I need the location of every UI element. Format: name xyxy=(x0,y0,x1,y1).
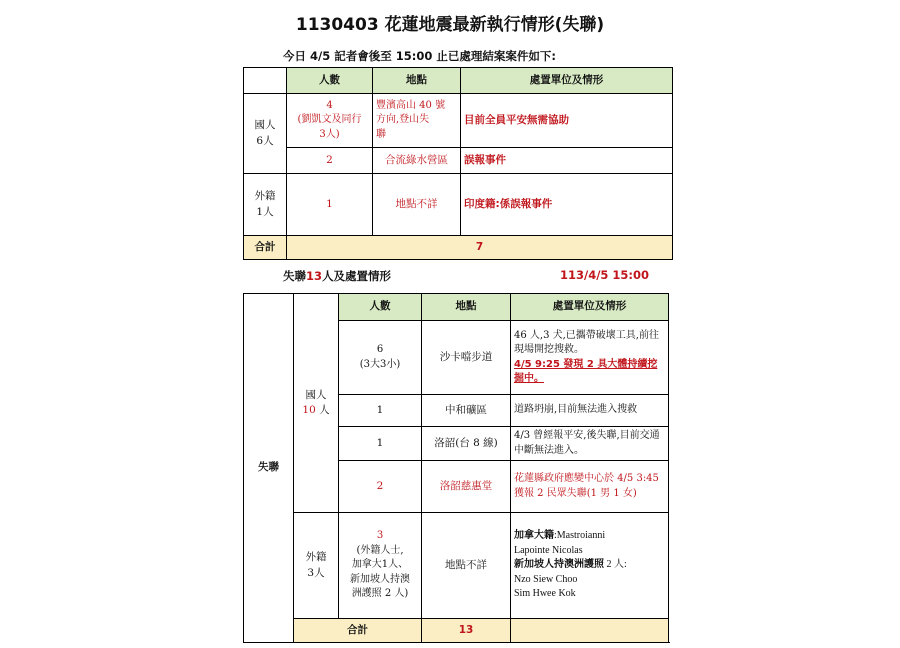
row-location: 地點不詳 xyxy=(422,513,511,619)
foreign-count-detail: (外籍人士, 加拿大1人、 新加坡人持澳 洲護照 2 人) xyxy=(350,544,410,600)
header-status: 處置單位及情形 xyxy=(461,68,673,94)
row-count: 2 xyxy=(339,461,422,513)
foreign-count: 3 xyxy=(376,530,384,542)
row-status: 道路坍崩,目前無法進入搜救 xyxy=(511,395,669,427)
row-location: 合流綠水營區 xyxy=(373,148,461,174)
subtitle-prefix: 失聯 xyxy=(283,269,306,283)
row-location: 中和礦區 xyxy=(422,395,511,427)
status-emphasis: 4/5 9:25 發現 2 具大體持續挖掘中。 xyxy=(514,358,658,384)
corner-cell xyxy=(244,68,287,94)
subtitle-suffix: 人及處置情形 xyxy=(322,269,392,283)
row-location: 洛韶慈惠堂 xyxy=(422,461,511,513)
total-value: 13 xyxy=(422,619,511,643)
row-status: 目前全員平安無需協助 xyxy=(461,94,673,148)
domestic-label: 國人 6人 xyxy=(244,94,287,174)
row-count: 1 xyxy=(339,427,422,461)
header-count: 人數 xyxy=(339,294,422,321)
foreign-label: 外籍 1人 xyxy=(244,174,287,236)
row-count: 1 xyxy=(287,174,373,236)
domestic-label xyxy=(294,294,339,513)
row-location: 沙卡噹步道 xyxy=(422,321,511,395)
row-status xyxy=(511,513,669,619)
missing-count: 13 xyxy=(306,269,323,283)
row-status: 4/3 曾經報平安,後失聯,目前交通中斷無法進入。 xyxy=(511,427,669,461)
row-status: 花蓮縣政府應變中心於 4/5 3:45 獲報 2 民眾失聯(1 男 1 女) xyxy=(511,461,669,513)
row-location: 豐濱高山 40 號 方向,登山失 聯 xyxy=(373,94,461,148)
row-status: 印度籍:係誤報事件 xyxy=(461,174,673,236)
row-status xyxy=(511,321,669,395)
document-title: 1130403 花蓮地震最新執行情形(失聯) xyxy=(295,15,605,35)
row-count: 2 xyxy=(287,148,373,174)
domestic-label-line1: 國人 xyxy=(305,388,327,401)
total-label: 合計 xyxy=(294,619,422,643)
domestic-label-line2: 10 xyxy=(302,404,316,416)
row-count: 6 (3大3小) xyxy=(339,321,422,395)
row-count: 4 (劉凱文及同行 3人) xyxy=(287,94,373,148)
foreign-label: 外籍 3人 xyxy=(294,513,339,619)
canada-names: :Mastroianni Lapointe Nicolas xyxy=(514,530,606,556)
status-text: 46 人,3 犬,已攜帶破壞工具,前往現場開挖搜救。 xyxy=(514,329,659,355)
canada-label: 加拿大籍 xyxy=(514,530,554,542)
header-location: 地點 xyxy=(373,68,461,94)
total-label: 合計 xyxy=(244,236,287,260)
section2-timestamp: 113/4/5 15:00 xyxy=(560,268,650,282)
row-status: 誤報事件 xyxy=(461,148,673,174)
section1-subtitle: 今日 4/5 記者會後至 15:00 止已處理結案案件如下: xyxy=(283,49,556,63)
singapore-count: 2 人: xyxy=(606,559,627,571)
group-label: 失聯 xyxy=(244,294,294,643)
row-count: 1 xyxy=(339,395,422,427)
singapore-label: 新加坡人持澳洲護照 xyxy=(514,559,604,571)
section2-subtitle xyxy=(283,268,391,284)
resolved-cases-table xyxy=(243,67,673,260)
total-filler xyxy=(511,619,669,643)
missing-persons-table xyxy=(243,293,669,643)
header-count: 人數 xyxy=(287,68,373,94)
domestic-label-line3: 人 xyxy=(319,404,330,416)
row-count xyxy=(339,513,422,619)
singapore-names: Nzo Siew Choo Sim Hwee Kok xyxy=(514,573,578,600)
row-location: 地點不詳 xyxy=(373,174,461,236)
total-value: 7 xyxy=(287,236,673,260)
header-location: 地點 xyxy=(422,294,511,321)
header-status: 處置單位及情形 xyxy=(511,294,669,321)
row-location: 洛韶(台 8 線) xyxy=(422,427,511,461)
